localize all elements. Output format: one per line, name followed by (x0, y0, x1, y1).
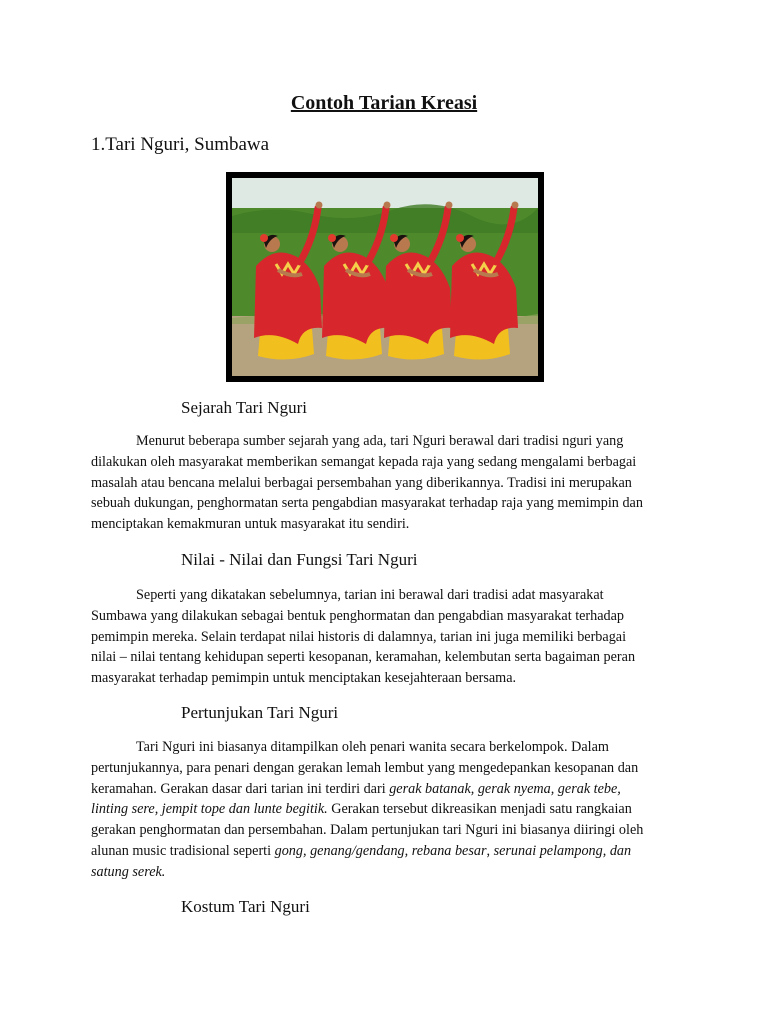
paragraph-nilai (91, 585, 681, 689)
text-run: , (486, 842, 494, 859)
paragraph-sejarah (91, 431, 681, 535)
paragraph-line (91, 431, 681, 452)
four-dancers-photo (232, 178, 538, 376)
paragraph-line (91, 647, 681, 668)
dancer-hand (446, 202, 453, 209)
paragraph-line (91, 862, 681, 883)
section-heading-nilai: Nilai - Nilai dan Fungsi Tari Nguri (181, 550, 418, 569)
paragraph-line (91, 627, 681, 648)
text-run: nilai – nilai tentang kehidupan seperti kesopanan, keramahan, kelembutan serta bagaiman peran (91, 649, 636, 666)
paragraph-line (91, 758, 681, 779)
italic-text: gerak batanak, gerak nyema, gerak tebe, (389, 780, 621, 797)
text-run: masyarakat terhadap pemimpin untuk menciptakan kesejahteraan bersama. (91, 670, 517, 687)
text-run: masalah atau bencana melalui berbagai persembahan yang diberikannya. Tradisi ini merupakan (91, 474, 632, 491)
text-run: Sumbawa yang dilakukan sebagai bentuk penghormatan dan pengabdian masyarakat terhadap (91, 607, 625, 624)
text-run: sebuah dukungan, penghormatan serta pengabdian masyarakat terhadap raja yang memimpin dan (91, 495, 643, 512)
paragraph-line (91, 668, 681, 689)
document-title: Contoh Tarian Kreasi (290, 92, 478, 114)
item-heading: 1.Tari Nguri, Sumbawa (91, 134, 270, 155)
paragraph-line (91, 737, 681, 758)
paragraph-line (91, 585, 681, 606)
text-run: menciptakan kemakmuran untuk masyarakat itu sendiri. (91, 516, 410, 533)
paragraph-line (91, 841, 681, 862)
paragraph-line (91, 606, 681, 627)
section-heading-pertunjukan: Pertunjukan Tari Nguri (181, 703, 339, 722)
section-heading-sejarah: Sejarah Tari Nguri (181, 398, 307, 417)
dancer-hand (512, 202, 519, 209)
paragraph-line (91, 514, 681, 535)
dancer-hand (384, 202, 391, 209)
text-run: keramahan. Gerakan dasar dari tarian ini terdiri dari (91, 780, 390, 797)
paragraph-line (91, 820, 681, 841)
dancer-hair-flower (328, 234, 336, 242)
italic-text: satung serek. (91, 863, 166, 880)
dancer-hand (316, 202, 323, 209)
text-run: pemimpin mereka. Selain terdapat nilai historis di dalamnya, tarian ini juga memiliki berbagai (91, 628, 627, 645)
paragraph-line (91, 452, 681, 473)
text-run: dilakukan oleh masyarakat memberikan semangat kepada raja yang sedang mengalami berbagai (91, 453, 637, 470)
paragraph-pertunjukan (91, 737, 681, 883)
italic-text: serunai pelampong, dan (493, 842, 632, 859)
dancer-hair-flower (260, 234, 268, 242)
text-run: gerakan penghormatan dan persembahan. Dalam pertunjukan tari Nguri ini biasanya diiringi oleh (91, 822, 644, 839)
text-run: Gerakan tersebut dikreasikan menjadi satu rangkaian (327, 801, 632, 818)
section-heading-kostum: Kostum Tari Nguri (181, 897, 310, 916)
text-run: Seperti yang dikatakan sebelumnya, tarian ini berawal dari tradisi adat masyarakat (136, 587, 604, 603)
text-run: Menurut beberapa sumber sejarah yang ada, tari Nguri berawal dari tradisi nguri yang (136, 433, 624, 449)
paragraph-line (91, 799, 681, 820)
dancer-hair-flower (390, 234, 398, 242)
photo-frame (226, 172, 544, 382)
text-run: Tari Nguri ini biasanya ditampilkan oleh penari wanita secara berkelompok. Dalam (136, 739, 609, 755)
paragraph-line (91, 473, 681, 494)
text-run: pertunjukannya, para penari dengan gerakan lemah lembut yang mengedepankan kesopanan dan (91, 759, 639, 776)
dancer-hair-flower (456, 234, 464, 242)
paragraph-line (91, 779, 681, 800)
text-run: alunan music tradisional seperti (91, 842, 275, 859)
italic-text: linting sere, jempit tope dan lunte begitik. (91, 801, 328, 818)
italic-text: gong, genang/gendang, rebana besar (274, 842, 487, 859)
paragraph-line (91, 493, 681, 514)
